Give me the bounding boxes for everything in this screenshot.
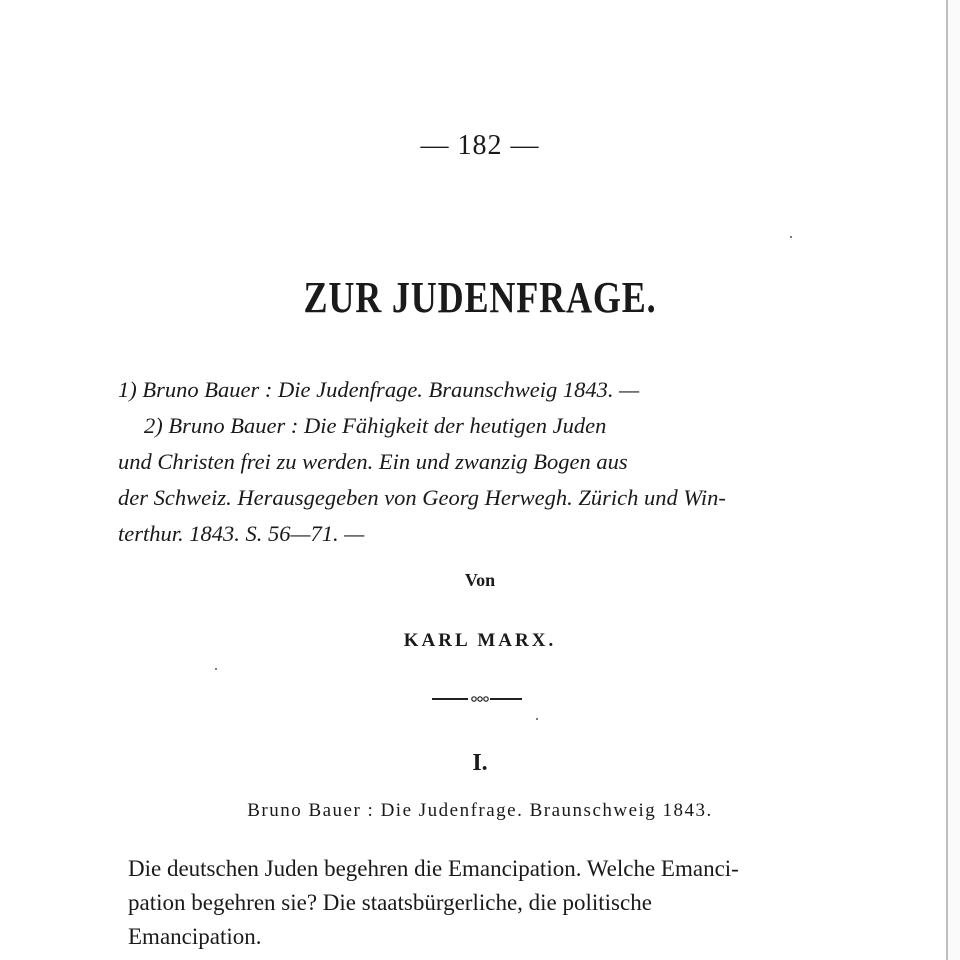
reference-line: der Schweiz. Herausgegeben von Georg Herwegh. Zürich und Win-: [118, 485, 726, 510]
body-line: Emancipation.: [128, 924, 262, 949]
print-speck: [536, 718, 538, 720]
section-number: I.: [472, 750, 488, 776]
reference-line: 1) Bruno Bauer : Die Judenfrage. Braunschweig 1843. —: [118, 377, 640, 402]
byline-von: Von: [464, 570, 496, 590]
print-speck: [790, 236, 792, 238]
page-number: — 182 —: [420, 130, 540, 161]
reference-line: terthur. 1843. S. 56—71. —: [118, 521, 365, 546]
body-line: pation begehren sie? Die staatsbürgerliche, die politische: [128, 890, 652, 915]
reference-list: [118, 372, 858, 552]
body-paragraph: [128, 852, 858, 954]
print-speck: [215, 668, 217, 670]
reference-line: und Christen frei zu werden. Ein und zwanzig Bogen aus: [118, 449, 628, 474]
author-name: KARL MARX.: [403, 630, 557, 651]
article-title: ZUR JUDENFRAGE.: [303, 273, 657, 322]
ornament-divider-icon: [430, 695, 530, 703]
reference-line: 2) Bruno Bauer : Die Fähigkeit der heutigen Juden: [144, 413, 607, 438]
section-subheading: Bruno Bauer : Die Judenfrage. Braunschweig 1843.: [247, 800, 713, 821]
body-line: Die deutschen Juden begehren die Emancipation. Welche Emanci-: [128, 856, 739, 881]
